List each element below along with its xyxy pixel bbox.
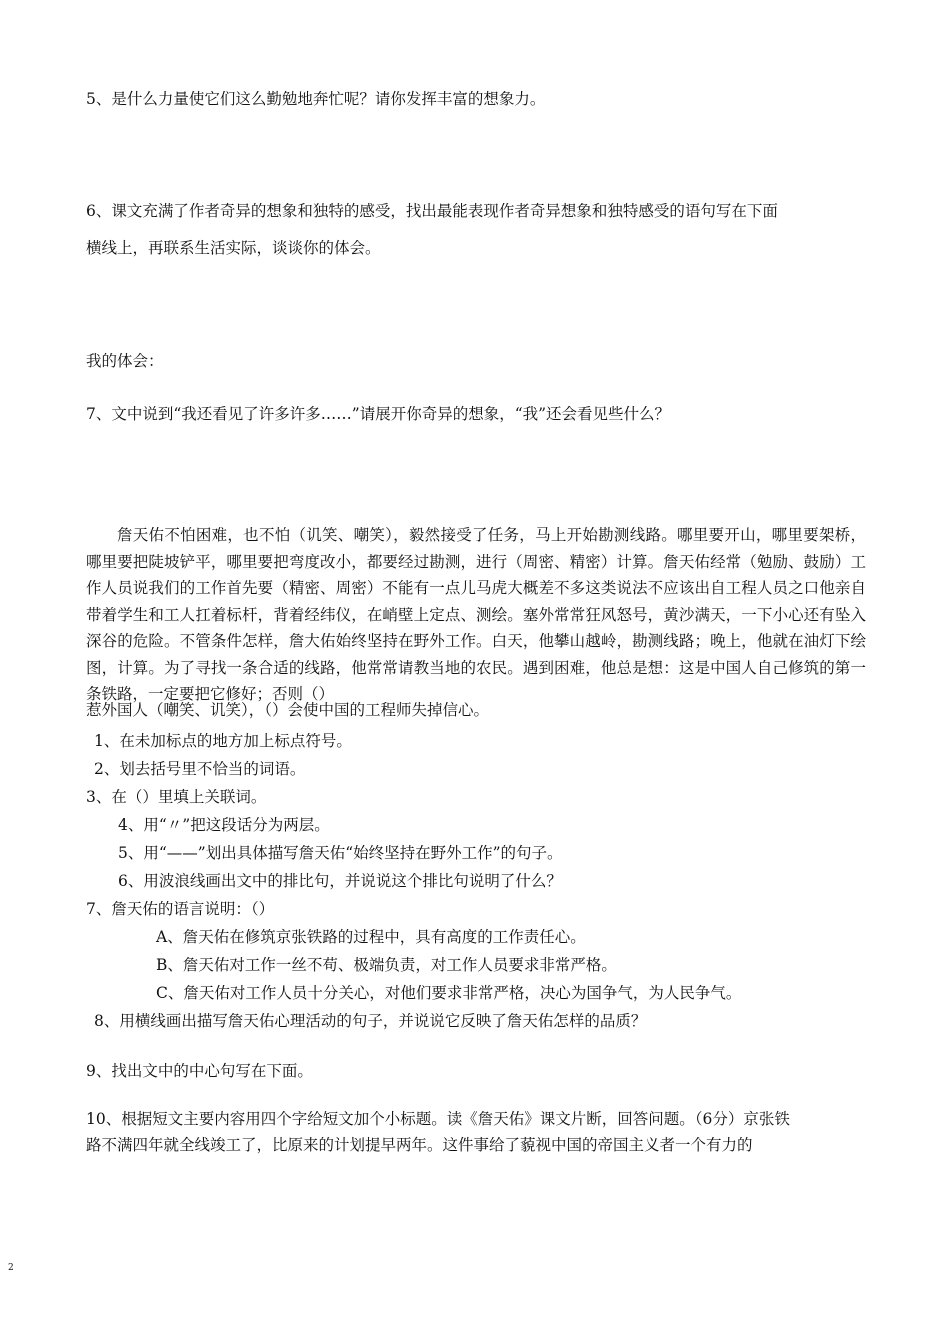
task-3: 3、在（）里填上关联词。 <box>86 788 267 806</box>
passage-paragraph <box>86 522 866 708</box>
question-6-line-1: 6、课文充满了作者奇异的想象和独特的感受，找出最能表现作者奇异想象和独特感受的语句写在下面 <box>86 202 778 220</box>
question-7: 7、文中说到“我还看见了许多许多……”请展开你奇异的想象，“我”还会看见些什么？ <box>86 405 671 423</box>
task-6: 6、用波浪线画出文中的排比句，并说说这个排比句说明了什么？ <box>118 872 562 890</box>
question-5: 5、是什么力量使它们这么勤勉地奔忙呢？请你发挥丰富的想象力。 <box>86 90 546 108</box>
task-7-option-a: A、詹天佑在修筑京张铁路的过程中，具有高度的工作责任心。 <box>156 928 586 946</box>
task-5: 5、用“——”划出具体描写詹天佑“始终坚持在野外工作”的句子。 <box>118 844 563 862</box>
task-7-option-b: B、詹天佑对工作一丝不苟、极端负责，对工作人员要求非常严格。 <box>156 956 617 974</box>
my-feeling-label: 我的体会： <box>86 352 164 370</box>
task-2: 2、划去括号里不恰当的词语。 <box>94 760 306 778</box>
passage-last-line: 惹外国人（嘲笑、讥笑），（）会使中国的工程师失掉信心。 <box>86 701 490 719</box>
task-7-option-c: C、詹天佑对工作人员十分关心，对他们要求非常严格，决心为国争气，为人民争气。 <box>156 984 742 1002</box>
task-9: 9、找出文中的中心句写在下面。 <box>86 1062 313 1080</box>
page-number: 2 <box>8 1263 14 1273</box>
task-10-line-1: 10、根据短文主要内容用四个字给短文加个小标题。读《詹天佑》课文片断，回答问题。（6分）京张铁 <box>86 1110 790 1128</box>
question-6-line-2: 横线上，再联系生活实际，谈谈你的体会。 <box>86 239 381 257</box>
task-4: 4、用“〃”把这段话分为两层。 <box>118 816 330 834</box>
passage-text: 詹天佑不怕困难，也不怕（讥笑、嘲笑），毅然接受了任务，马上开始勘测线路。哪里要开山，哪里要架桥，哪里要把陡坡铲平，哪里要把弯度改小，都要经过勘测，进行（周密、精密）计算。詹天佑经常（勉励、鼓励）工作人员说我们的工作首先要（精密、周密）不能有一点儿马虎大概差不多这类说法不应该出自工程人员之口他亲自带着学生和工人扛着标杆，背着经纬仪，在峭壁上定点、测绘。塞外常常狂风怒号，黄沙满天，一下小心还有坠入深谷的危险。不管条件怎样，詹大佑始终坚持在野外工作。白天，他攀山越岭，勘测线路；晚上，他就在油灯下绘图，计算。为了寻找一条合适的线路，他常常请教当地的农民。遇到困难，他总是想：这是中国人自己修筑的第一条铁路，一定要把它修好；否则（） <box>86 526 866 703</box>
task-8: 8、用横线画出描写詹天佑心理活动的句子，并说说它反映了詹天佑怎样的品质？ <box>94 1012 647 1030</box>
task-7: 7、詹天佑的语言说明：（） <box>86 900 275 918</box>
task-10-line-2: 路不满四年就全线竣工了，比原来的计划提早两年。这件事给了藐视中国的帝国主义者一个有力的 <box>86 1136 753 1154</box>
task-1: 1、在未加标点的地方加上标点符号。 <box>94 732 352 750</box>
